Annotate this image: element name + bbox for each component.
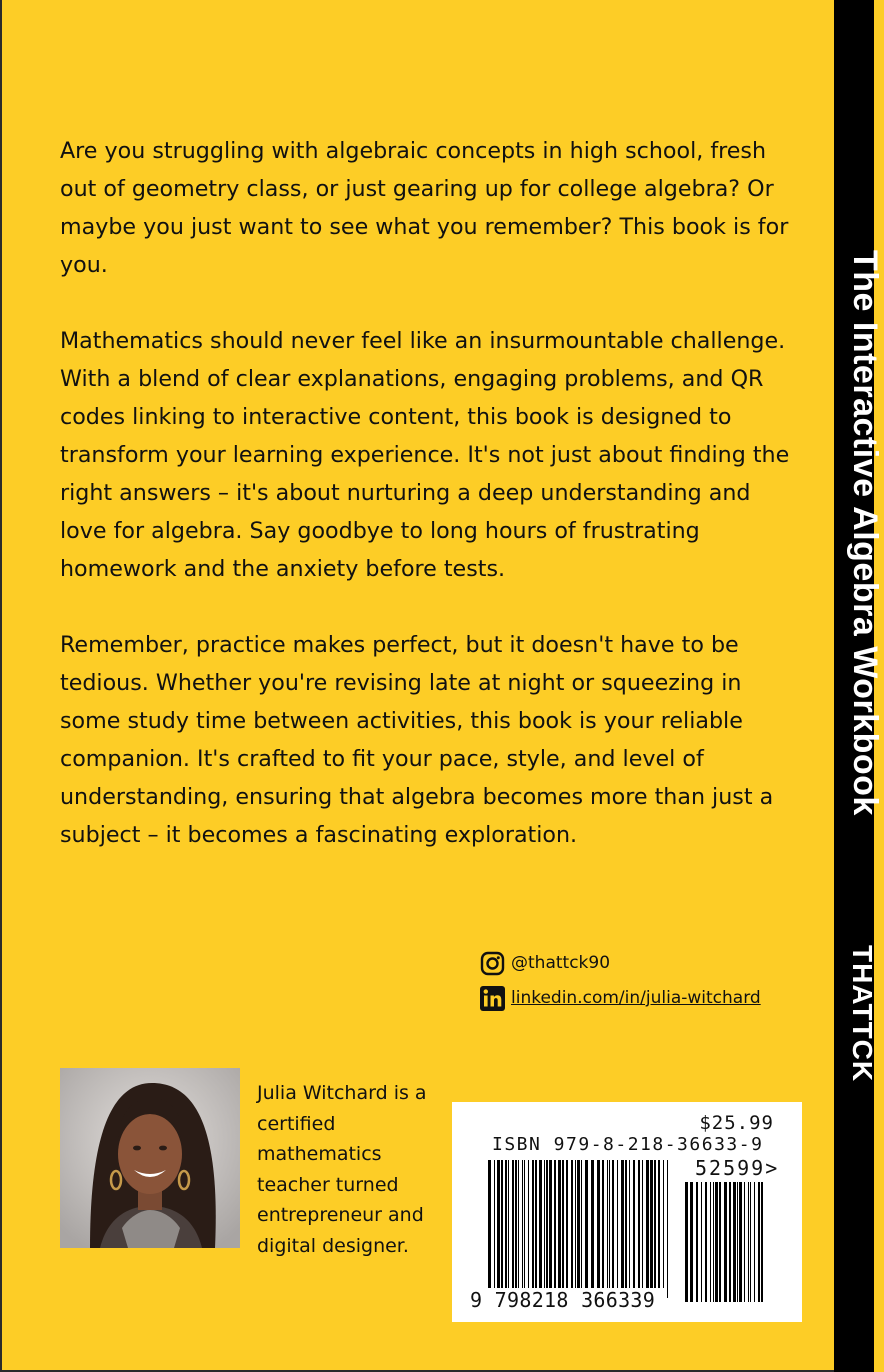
- barcode-bar: [750, 1182, 751, 1302]
- barcode-bar: [710, 1182, 711, 1302]
- price-addon-code: 52599>: [695, 1156, 780, 1180]
- barcode-bar: [585, 1160, 588, 1288]
- barcode-bar: [758, 1182, 760, 1302]
- barcode-bar: [612, 1160, 614, 1288]
- barcode-bar: [629, 1160, 630, 1288]
- author-photo: [60, 1068, 240, 1248]
- linkedin-row[interactable]: [480, 985, 761, 1011]
- barcode-bar: [512, 1160, 514, 1288]
- barcode-bar: [638, 1160, 640, 1288]
- barcode-bar: [737, 1182, 738, 1302]
- barcode-bar: [663, 1160, 664, 1288]
- linkedin-link[interactable]: linkedin.com/in/julia-witchard: [511, 988, 761, 1008]
- barcode-bar: [719, 1182, 721, 1302]
- spine-author: THATTCK: [847, 945, 878, 1083]
- instagram-row[interactable]: [480, 950, 761, 976]
- barcode-bar: [488, 1160, 491, 1298]
- barcode-bar: [739, 1182, 742, 1302]
- barcode-bar: [696, 1182, 698, 1302]
- barcode-bar: [497, 1160, 500, 1288]
- barcode-bar: [597, 1160, 600, 1288]
- barcode-bar: [724, 1182, 727, 1302]
- barcode-bar: [532, 1160, 534, 1288]
- barcode-bar: [761, 1182, 763, 1302]
- barcode-bar: [754, 1182, 755, 1302]
- barcode-bar: [518, 1160, 519, 1288]
- barcode-bar: [501, 1160, 503, 1288]
- instagram-icon: [480, 951, 505, 976]
- isbn-barcode: [452, 1102, 802, 1322]
- barcode-bar: [744, 1182, 745, 1302]
- barcode-bar: [713, 1182, 714, 1302]
- barcode-bar: [571, 1160, 573, 1288]
- barcode-bar: [535, 1160, 537, 1288]
- blurb: [60, 132, 800, 892]
- blurb-paragraph-3: Remember, practice makes perfect, but it doesn't have to be tedious. Whether you're revising late at night or squeezing in some study time between activities, this book is your reliable companion. It's crafted to fit your pace, style, and level of understanding, ensuring that algebra becomes more than just a subject – it becomes a fascinating exploration.: [60, 632, 774, 848]
- linkedin-icon: [480, 986, 505, 1011]
- barcode-bar: [591, 1160, 594, 1288]
- barcode-bar: [650, 1160, 653, 1288]
- barcode-bar: [748, 1182, 749, 1302]
- barcode-bar: [715, 1182, 718, 1302]
- barcode-bar: [505, 1160, 507, 1288]
- barcode-bar: [508, 1160, 509, 1288]
- barcode-bar: [522, 1160, 523, 1288]
- barcode-bar: [515, 1160, 517, 1288]
- barcode-bar: [549, 1160, 552, 1288]
- social-links: [480, 950, 761, 1020]
- barcode-bar: [566, 1160, 568, 1288]
- barcode-bar: [494, 1160, 495, 1298]
- barcode-bar: [607, 1160, 608, 1288]
- barcode-bar: [617, 1160, 618, 1288]
- barcode-bar: [528, 1160, 529, 1288]
- barcode-bar: [602, 1160, 604, 1288]
- barcode-bar: [729, 1182, 731, 1302]
- barcode-bar: [621, 1160, 624, 1288]
- barcode-bar: [733, 1182, 736, 1302]
- barcode-bar: [609, 1160, 610, 1288]
- barcode-bar: [558, 1160, 561, 1288]
- barcode-bar: [701, 1182, 702, 1302]
- barcode-bar: [625, 1160, 627, 1288]
- blurb-paragraph-1: Are you struggling with algebraic concepts in high school, fresh out of geometry class, or just gearing up for college algebra? Or maybe you just want to see what you remember? This book is for you.: [60, 138, 789, 278]
- barcode-bar: [646, 1160, 649, 1288]
- author-bio: Julia Witchard is a certified mathematics teacher turned entrepreneur and digital designer.: [257, 1082, 427, 1257]
- barcode-bar: [562, 1160, 564, 1288]
- barcode-bar: [539, 1160, 542, 1288]
- isbn-label: ISBN 979-8-218-36633-9: [492, 1134, 764, 1155]
- barcode-bar: [654, 1160, 656, 1288]
- blurb-paragraph-2: Mathematics should never feel like an insurmountable challenge. With a blend of clear explanations, engaging problems, and QR codes linking to interactive content, this book is designed to transform your learning experience. It's not just about finding the right answers – it's about nurturing a deep understanding and love for algebra. Say goodbye to long hours of frustrating homework and the anxiety before tests.: [60, 328, 790, 582]
- barcode-bar: [705, 1182, 707, 1302]
- barcode-bar: [546, 1160, 548, 1288]
- barcode-bar: [642, 1160, 643, 1288]
- barcode-bar: [685, 1182, 688, 1302]
- barcode-bar: [690, 1182, 693, 1302]
- barcode-bar: [575, 1160, 576, 1288]
- barcode-bar: [554, 1160, 556, 1288]
- instagram-handle[interactable]: @thattck90: [511, 953, 611, 973]
- barcode-bar: [524, 1160, 525, 1288]
- barcode-bar: [577, 1160, 580, 1298]
- barcode-bar: [581, 1160, 582, 1298]
- barcode-bar: [633, 1160, 635, 1288]
- barcode-bar: [544, 1160, 545, 1288]
- barcode-bar: [667, 1160, 668, 1298]
- ean-digits: 9 798218 366339: [470, 1288, 656, 1312]
- barcode-bar: [658, 1160, 660, 1288]
- price-label: $25.99: [699, 1112, 774, 1134]
- spine-title: The Interactive Algebra Workbook: [846, 250, 884, 816]
